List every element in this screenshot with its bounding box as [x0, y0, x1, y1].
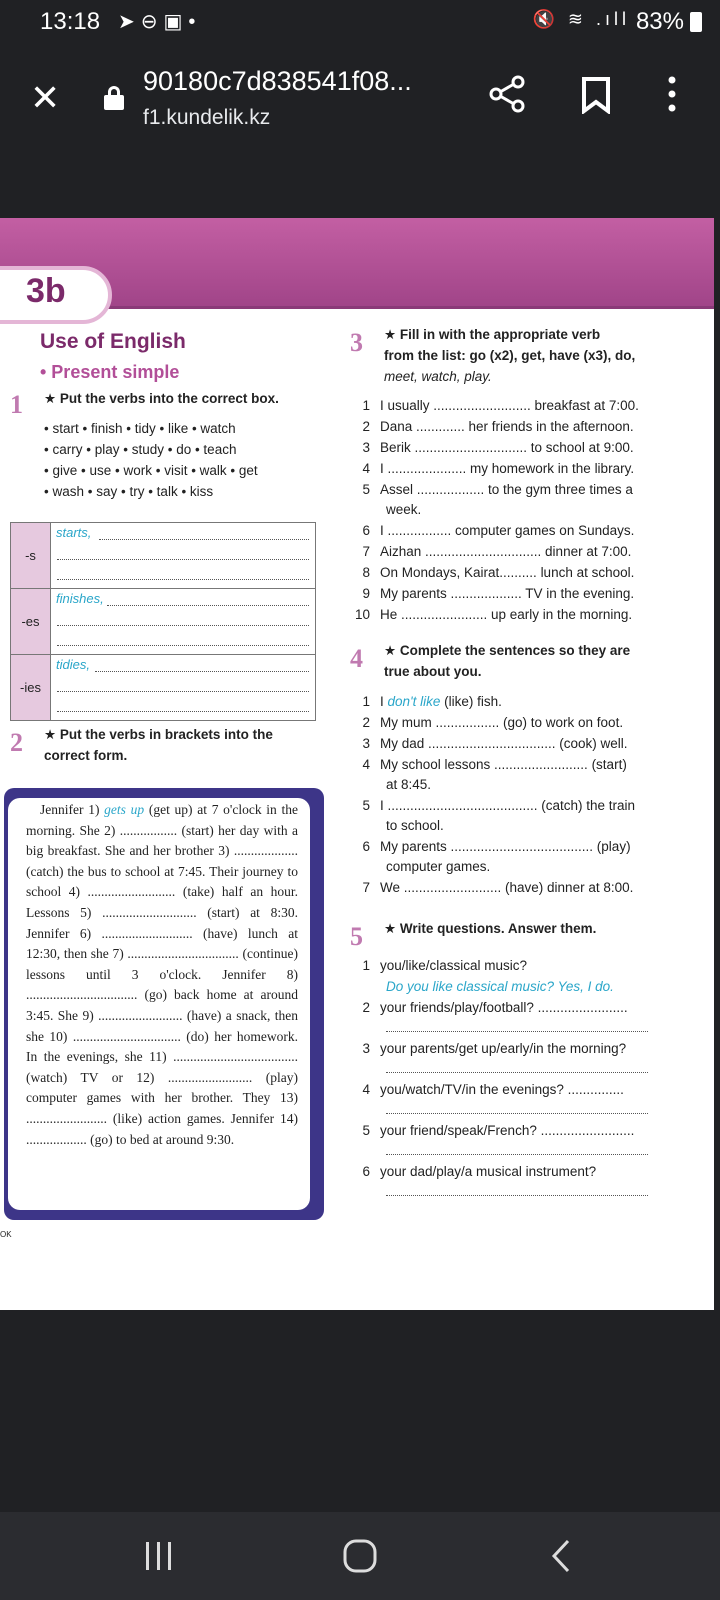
- answer-line: [95, 671, 309, 672]
- answer-cell[interactable]: [51, 523, 316, 589]
- answer-line[interactable]: [386, 1195, 648, 1196]
- example-answer: starts,: [56, 525, 92, 540]
- home-icon[interactable]: [342, 1538, 378, 1574]
- exercise-1-instruction: ★ Put the verbs into the correct box.: [44, 391, 279, 406]
- answer-line: [99, 539, 309, 540]
- status-bar: [0, 0, 720, 44]
- answer-line[interactable]: [386, 1113, 648, 1114]
- answer-line: [57, 691, 309, 692]
- exercise-1-number: 1: [10, 390, 23, 419]
- exercise-5-number: 5: [350, 922, 363, 951]
- verb-list-line: • give • use • work • visit • walk • get: [44, 463, 258, 478]
- back-icon[interactable]: [550, 1538, 572, 1574]
- close-icon[interactable]: ✕: [30, 77, 61, 118]
- table-row: [11, 589, 316, 655]
- exercise-3-instruction: meet, watch, play.: [384, 369, 492, 384]
- exercise-3-instruction: from the list: go (x2), get, have (x3), do,: [384, 348, 636, 363]
- more-menu-icon[interactable]: [664, 74, 680, 114]
- answer-line: [57, 625, 309, 626]
- share-icon[interactable]: [488, 74, 528, 114]
- answer-cell[interactable]: [51, 655, 316, 721]
- exercise-2-instruction: ★ Put the verbs in brackets into the correct form.: [44, 727, 273, 763]
- exercise-5-instruction: ★ Write questions. Answer them.: [384, 921, 597, 936]
- exercise-2-text: Jennifer 1) gets up (get up) at 7 o'clock in the morning. She 2) ................. (start) her day with a big breakfast. She and her brother 3) ................... (catch) the bus to school at 7:45. Their journey to school 4) .......................... (take) half an hour. Lessons 5) ............................ (start) at 8:30. Jennifer 6) ........................... (have) lunch at 12:30, then she 7) ................................. (continue) lessons until 3 o'clock. Jennifer 8) ................................. (go) back home at around 3:45. She 9) ......................... (have) a snack, then she 10) ................................ (do) her homework. In the evenings, she 11) ..................................... (watch) TV or 12) ......................... (play) computer games with her brother. They 13) ........................ (like) action games. Jennifer 14) .................. (go) to bed at around 9:30.: [26, 802, 298, 1147]
- table-row: [11, 655, 316, 721]
- page-footer-text: OK: [0, 1230, 12, 1239]
- exercise-4-instruction: ★ Complete the sentences so they are: [384, 643, 631, 658]
- recent-apps-icon[interactable]: [144, 1540, 174, 1572]
- row-label: -ies: [11, 655, 51, 721]
- bookmark-icon[interactable]: [580, 76, 612, 114]
- verb-list-line: • wash • say • try • talk • kiss: [44, 484, 214, 499]
- page-host[interactable]: f1.kundelik.kz: [143, 106, 271, 129]
- section-title: Use of English: [40, 330, 186, 353]
- lock-icon[interactable]: [104, 86, 126, 110]
- system-icons: 🔇 ≋ .ıll: [532, 9, 630, 29]
- exercise-4-item-continuation: to school.: [386, 818, 444, 833]
- verb-ending-table: [10, 522, 316, 721]
- page-url-title[interactable]: 90180c7d838541f08...: [143, 66, 412, 96]
- example-answer: tidies,: [56, 657, 90, 672]
- example-answer: Do you like classical music? Yes, I do.: [386, 979, 614, 994]
- exercise-4-item-continuation: computer games.: [386, 859, 491, 874]
- verb-list-line: • carry • play • study • do • teach: [44, 442, 237, 457]
- notification-icons: ➤⊖▣•: [118, 11, 202, 33]
- answer-cell[interactable]: [51, 589, 316, 655]
- unit-number: 3b: [26, 272, 66, 310]
- battery-icon: [690, 12, 702, 32]
- system-navigation-bar: [0, 1512, 720, 1600]
- answer-line[interactable]: [386, 1072, 648, 1073]
- answer-line: [57, 559, 309, 560]
- exercise-3-item-continuation: week.: [386, 502, 422, 517]
- answer-line: [57, 711, 309, 712]
- answer-line: [57, 645, 309, 646]
- exercise-2-number: 2: [10, 728, 23, 757]
- verb-list-line: • start • finish • tidy • like • watch: [44, 421, 236, 436]
- battery-level: 83%: [635, 8, 684, 35]
- table-row: [11, 523, 316, 589]
- browser-toolbar: [0, 44, 720, 152]
- answer-line: [57, 579, 309, 580]
- section-subtitle: • Present simple: [40, 362, 180, 382]
- exercise-4-number: 4: [350, 644, 363, 673]
- exercise-3-instruction: ★ Fill in with the appropriate verb: [384, 327, 601, 342]
- answer-line: [107, 605, 309, 606]
- example-answer: finishes,: [56, 591, 104, 606]
- worksheet-page[interactable]: 3b Use of English • Present simple 1 ★ Put the verbs into the correct box. • start • finish • tidy • like • watch • carry • play • study • do • teach • give • use • work • visit • walk • get • wash • say • try • talk • kiss -s starts, -es finishes, -ies tidies, 2 ★ Put the verbs in brackets into the correct form. Jennifer 1) gets up (get up) at 7 o'clock in the morning. She 2) ................. (start) her day with a big breakfast. She and her brother 3) ................... (catch) the bus to school at 7:45. Their journey to school 4) .......................... (take) half an hour. Lessons 5) ............................ (start) at 8:30. Jennifer 6) ........................... (have) lunch at 12:30, then she 7) ................................. (continue) lessons until 3 o'clock. Jennifer 8) ................................. (go) back home at around 3:45. She 9) ......................... (have) a snack, then she 10) ................................ (do) her homework. In the evenings, she 11) ..................................... (watch) TV or 12) ......................... (play) computer games with her brother. They 13) ........................ (like) action games. Jennifer 14) .................. (go) to bed at around 9:30. OK 3 ★ Fill in with the appropriate verb from the list: go (x2), get, have (x3), do, meet, watch, play. 1 I usually .......................... breakfast at 7:00. 2 Dana ............. her friends in the afternoon. 3 Berik .............................. to school at 9:00. 4 I ..................... my homework in the library. 5 Assel .................. to the gym three times a week. 6 I ................. computer games on Sundays. 7 Aizhan ............................... dinner at 7:00. 8 On Mondays, Kairat.......... lunch at school. 9 My parents ................... TV in the evening. 10 He ....................... up early in the morning. 4 ★ Complete the sentences so they are true about you. 1 I don't like (like) fish. 2 My mum ................. (go) to work on foot. 3 My dad .................................. (cook) well. 4 My school lessons ......................... (start) at 8:45. 5 I ........................................ (catch) the train to school. 6 My parents ...................................... (play) computer games. 7 We .......................... (have) dinner at 8:00. 5 ★ Write questions. Answer them. 1 you/like/classical music? Do you like classical music? Yes, I do. 2 your friends/play/football? ........................ 3 your parents/get up/early/in the morning? 4 you/watch/TV/in the evenings? ............... 5 your friend/speak/French? ......................... 6 your dad/play/a musical instrument?: [0, 218, 714, 1310]
- row-label: -s: [11, 523, 51, 589]
- answer-line[interactable]: [386, 1031, 648, 1032]
- answer-line[interactable]: [386, 1154, 648, 1155]
- row-label: -es: [11, 589, 51, 655]
- clock: 13:18: [40, 8, 101, 35]
- exercise-4-instruction: true about you.: [384, 664, 482, 679]
- exercise-3-number: 3: [350, 328, 363, 357]
- exercise-4-item-continuation: at 8:45.: [386, 777, 432, 792]
